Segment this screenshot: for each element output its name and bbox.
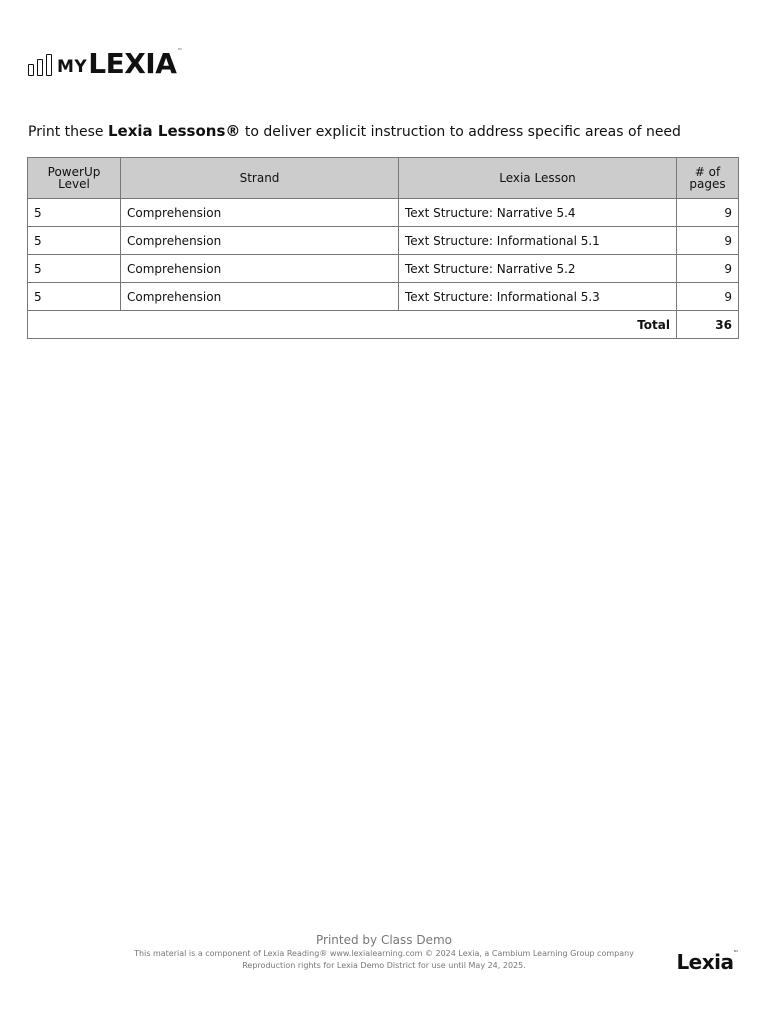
logo-trademark: ™ [177,48,183,54]
cell-strand: Comprehension [121,255,399,283]
printed-by-text: Printed by Class Demo [316,933,452,947]
cell-strand: Comprehension [121,199,399,227]
cell-lesson: Text Structure: Informational 5.1 [399,227,677,255]
header-pages-line1: # of [694,165,721,179]
lexia-footer-logo [676,950,738,974]
cell-lesson: Text Structure: Narrative 5.4 [399,199,677,227]
intro-text [28,122,681,140]
table-row [28,199,739,227]
lessons-table [27,157,739,339]
footer-logo-text: Lexia [676,950,734,974]
table-row [28,283,739,311]
cell-pages: 9 [677,199,739,227]
header-pages-line2: pages [689,177,726,191]
cell-pages: 9 [677,283,739,311]
cell-pages: 9 [677,255,739,283]
cell-level: 5 [28,227,121,255]
header-strand: Strand [121,158,399,199]
cell-level: 5 [28,283,121,311]
cell-strand: Comprehension [121,283,399,311]
table-total-row [28,311,739,339]
logo-my-text: MY [57,57,88,77]
cell-strand: Comprehension [121,227,399,255]
total-label: Total [28,311,677,339]
logo-lexia-text: LEXIA [88,47,177,80]
header-level-line1: PowerUp [47,165,101,179]
cell-lesson: Text Structure: Narrative 5.2 [399,255,677,283]
header-pages [677,158,739,199]
mylexia-logo [28,46,182,78]
table-row [28,255,739,283]
table-row [28,227,739,255]
cell-level: 5 [28,199,121,227]
header-level-line2: Level [58,177,90,191]
table-header-row [28,158,739,199]
footer-logo-mark: ™ [733,950,738,956]
header-powerup-level [28,158,121,199]
cell-pages: 9 [677,227,739,255]
intro-prefix: Print these [28,124,108,140]
intro-highlight: Lexia Lessons® [108,122,241,140]
intro-suffix: to deliver explicit instruction to address specific areas of need [240,124,681,140]
cell-level: 5 [28,255,121,283]
header-lexia-lesson: Lexia Lesson [399,158,677,199]
total-value: 36 [677,311,739,339]
copyright-text: This material is a component of Lexia Reading® www.lexialearning.com © 2024 Lexia, a Cambium Learning Group company [134,949,634,958]
reproduction-rights-text: Reproduction rights for Lexia Demo District for use until May 24, 2025. [242,961,526,970]
cell-lesson: Text Structure: Informational 5.3 [399,283,677,311]
page-footer [0,932,768,972]
bar-chart-icon [28,54,52,76]
